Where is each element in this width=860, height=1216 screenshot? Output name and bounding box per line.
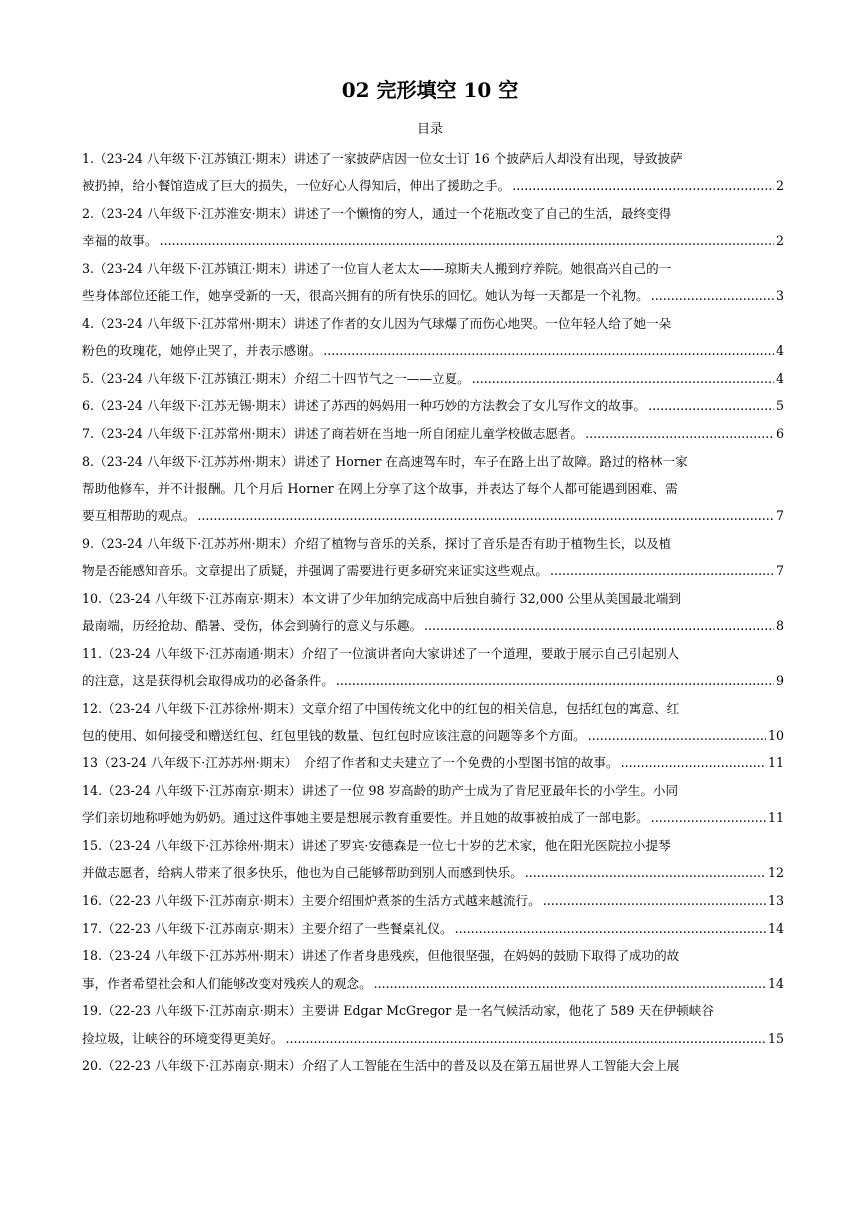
document-title: 02 完形填空 10 空	[341, 78, 519, 102]
toc-entry-text: 捡垃圾，让峡谷的环境变得更美好。	[82, 1030, 284, 1046]
toc-entry[interactable]	[82, 365, 784, 392]
dot-leader	[525, 859, 766, 886]
toc-page-number: 11	[767, 755, 784, 771]
toc-entry[interactable]	[82, 392, 784, 419]
toc-entry[interactable]	[82, 200, 784, 254]
toc-entry-text: 最南端，历经抢劫、酷暑、受伤，体会到骑行的意义与乐趣。	[82, 617, 423, 633]
toc-entry[interactable]	[82, 640, 784, 694]
toc-page-number: 7	[775, 508, 784, 524]
dot-leader	[585, 420, 774, 447]
toc-page-number: 3	[775, 288, 784, 304]
toc-entry[interactable]	[82, 777, 784, 831]
toc-entry-text: 包的使用、如何接受和赠送红包、红包里钱的数量、包红包时应该注意的问题等多个方面。	[82, 727, 586, 743]
toc-page-number: 7	[775, 563, 784, 579]
dot-leader	[472, 365, 774, 392]
toc-entry-text: 20.（22-23 八年级下·江苏南京·期末）介绍了人工智能在生活中的普及以及在第五届世界人工智能大会上展	[82, 1058, 680, 1074]
dot-leader	[588, 722, 766, 749]
table-of-contents	[82, 145, 784, 1080]
toc-entry[interactable]	[82, 997, 784, 1051]
dot-leader	[651, 282, 774, 309]
toc-entry-text: 幸福的故事。	[82, 233, 158, 249]
toc-entry[interactable]	[82, 832, 784, 886]
toc-entry-text: 14.（23-24 八年级下·江苏南京·期末）讲述了一位 98 岁高龄的助产士成为了肯尼亚最年长的小学生。小同	[82, 783, 679, 799]
dot-leader	[550, 557, 774, 584]
toc-entry-text: 并做志愿者，给病人带来了很多快乐，他也为自己能够帮助到别人而感到快乐。	[82, 865, 523, 881]
dot-leader	[336, 667, 774, 694]
dot-leader	[374, 970, 766, 997]
dot-leader	[621, 749, 766, 776]
toc-entry-text: 些身体部位还能工作，她享受新的一天，很高兴拥有的所有快乐的回忆。她认为每一天都是一个礼物。	[82, 288, 649, 304]
dot-leader	[455, 915, 766, 942]
toc-entry-text: 6.（23-24 八年级下·江苏无锡·期末）讲述了苏西的妈妈用一种巧妙的方法教会了女儿写作文的故事。	[82, 398, 647, 414]
toc-entry[interactable]	[82, 695, 784, 749]
toc-entry-text: 3.（23-24 八年级下·江苏镇江·期末）讲述了一位盲人老太太——琼斯夫人搬到疗养院。她很高兴自己的一	[82, 260, 672, 276]
toc-entry[interactable]	[82, 255, 784, 309]
toc-page-number: 11	[767, 810, 784, 826]
dot-leader	[197, 502, 774, 529]
toc-page-number: 6	[775, 426, 784, 442]
toc-entry-text: 12.（23-24 八年级下·江苏徐州·期末）文章介绍了中国传统文化中的红包的相关信息，包括红包的寓意、红	[82, 700, 680, 716]
toc-entry-text: 5.（23-24 八年级下·江苏镇江·期末）介绍二十四节气之一——立夏。	[82, 370, 470, 386]
toc-entry-text: 4.（23-24 八年级下·江苏常州·期末）讲述了作者的女儿因为气球爆了而伤心地哭。一位年轻人给了她一朵	[82, 315, 672, 331]
toc-entry-text: 2.（23-24 八年级下·江苏淮安·期末）讲述了一个懒惰的穷人，通过一个花瓶改变了自己的生活，最终变得	[82, 205, 672, 221]
toc-entry-text: 的注意，这是获得机会取得成功的必备条件。	[82, 672, 334, 688]
toc-entry-text: 19.（22-23 八年级下·江苏南京·期末）主要讲 Edgar McGregor 是一名气候活动家，他花了 589 天在伊顿峡谷	[82, 1003, 714, 1019]
toc-entry[interactable]	[82, 530, 784, 584]
toc-page-number: 13	[767, 892, 784, 908]
toc-page-number: 2	[775, 233, 784, 249]
dot-leader	[512, 172, 774, 199]
dot-leader	[323, 337, 774, 364]
toc-entry-text: 15.（23-24 八年级下·江苏徐州·期末）讲述了罗宾·安德森是一位七十岁的艺术家，他在阳光医院拉小提琴	[82, 838, 671, 854]
toc-entry-text: 13（23-24 八年级下·江苏苏州·期末） 介绍了作者和丈夫建立了一个免费的小型图书馆的故事。	[82, 755, 619, 771]
toc-entry[interactable]	[82, 942, 784, 996]
toc-entry[interactable]	[82, 145, 784, 199]
dot-leader	[648, 392, 774, 419]
toc-entry[interactable]	[82, 585, 784, 639]
toc-page-number: 15	[767, 1030, 784, 1046]
toc-entry-text: 16.（22-23 八年级下·江苏南京·期末）主要介绍围炉煮茶的生活方式越来越流行。	[82, 892, 541, 908]
dot-leader	[286, 1025, 766, 1052]
toc-entry-text: 物是否能感知音乐。文章提出了质疑，并强调了需要进行更多研究来证实这些观点。	[82, 563, 548, 579]
toc-page-number: 2	[775, 178, 784, 194]
toc-page-number: 12	[767, 865, 784, 881]
toc-entry-text: 7.（23-24 八年级下·江苏常州·期末）讲述了商若妍在当地一所自闭症儿童学校做志愿者。	[82, 426, 584, 442]
toc-page-number: 4	[775, 342, 784, 358]
toc-page-number: 14	[767, 920, 784, 936]
toc-page-number: 9	[775, 672, 784, 688]
toc-entry-text: 粉色的玫瑰花，她停止哭了，并表示感谢。	[82, 342, 322, 358]
dot-leader	[424, 612, 774, 639]
toc-entry[interactable]	[82, 310, 784, 364]
toc-entry[interactable]	[82, 1052, 784, 1079]
toc-entry-text: 帮助他修车，并不计报酬。几个月后 Horner 在网上分享了这个故事，并表达了每个人都可能遇到困难、需	[82, 480, 678, 496]
toc-entry-text: 18.（23-24 八年级下·江苏苏州·期末）讲述了作者身患残疾，但他很坚强，在妈妈的鼓励下取得了成功的故	[82, 948, 680, 964]
toc-entry-text: 事，作者希望社会和人们能够改变对残疾人的观念。	[82, 975, 372, 991]
toc-entry[interactable]	[82, 420, 784, 447]
toc-entry[interactable]	[82, 448, 784, 530]
toc-entry-text: 9.（23-24 八年级下·江苏苏州·期末）介绍了植物与音乐的关系，探讨了音乐是否有助于植物生长，以及植	[82, 535, 672, 551]
toc-entry[interactable]	[82, 915, 784, 942]
toc-entry-text: 1.（23-24 八年级下·江苏镇江·期末）讲述了一家披萨店因一位女士订 16 个披萨后人却没有出现，导致披萨	[82, 151, 683, 166]
toc-page-number: 8	[775, 617, 784, 633]
toc-entry-text: 要互相帮助的观点。	[82, 508, 196, 524]
toc-entry-text: 被扔掉，给小餐馆造成了巨大的损失，一位好心人得知后，伸出了援助之手。	[82, 178, 511, 194]
toc-page-number: 10	[767, 727, 784, 743]
toc-entry-text: 17.（22-23 八年级下·江苏南京·期末）主要介绍了一些餐桌礼仪。	[82, 920, 453, 936]
toc-entry[interactable]	[82, 749, 784, 776]
toc-entry[interactable]	[82, 887, 784, 914]
dot-leader	[651, 804, 766, 831]
toc-entry-text: 10.（23-24 八年级下·江苏南京·期末）本文讲了少年加纳完成高中后独自骑行 32,000 公里从美国最北端到	[82, 590, 681, 606]
toc-entry-text: 学们亲切地称呼她为奶奶。通过这件事她主要是想展示教育重要性。并且她的故事被拍成了一部电影。	[82, 810, 649, 826]
toc-heading: 目录	[416, 122, 443, 137]
toc-page-number: 4	[775, 370, 784, 386]
toc-entry-text: 8.（23-24 八年级下·江苏苏州·期末）讲述了 Horner 在高速驾车时，车子在路上出了故障。路过的格林一家	[82, 453, 688, 469]
dot-leader	[160, 227, 774, 254]
dot-leader	[543, 887, 766, 914]
toc-entry-text: 11.（23-24 八年级下·江苏南通·期末）介绍了一位演讲者向大家讲述了一个道理，要敢于展示自己引起别人	[82, 645, 680, 661]
toc-page-number: 14	[767, 975, 784, 991]
toc-page-number: 5	[775, 398, 784, 414]
